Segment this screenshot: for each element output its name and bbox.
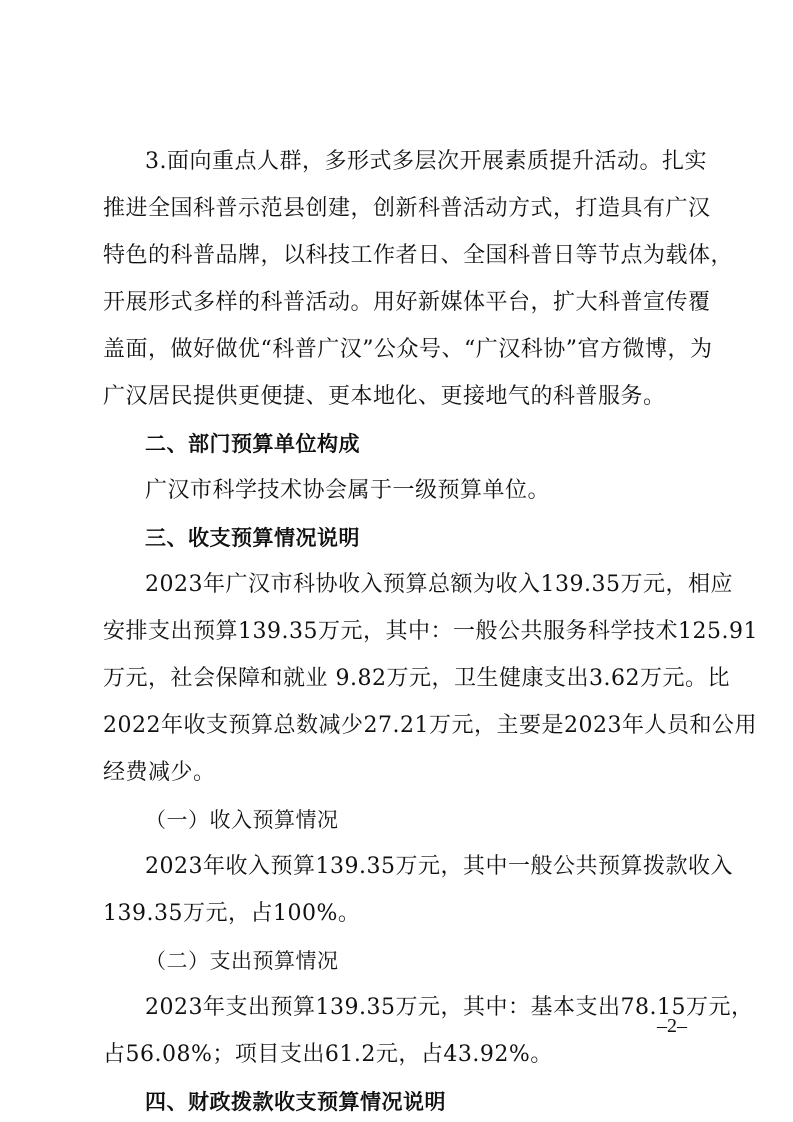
section-heading: 三、收支预算情况说明	[145, 526, 360, 550]
paragraph-line: 开展形式多样的科普活动。用好新媒体平台，扩大科普宣传覆	[103, 290, 711, 315]
paragraph-line: 广汉市科学技术协会属于一级预算单位。	[145, 478, 551, 503]
paragraph-line: 139.35万元，占100%。	[103, 901, 361, 926]
paragraph-line: 2023年收入预算139.35万元，其中一般公共预算拨款收入	[145, 854, 733, 879]
subsection-heading: （一）收入预算情况	[145, 808, 339, 832]
paragraph-line: 安排支出预算139.35万元，其中：一般公共服务科学技术125.91	[103, 619, 758, 644]
paragraph-line: 经费减少。	[103, 760, 216, 785]
paragraph-line: 2022年收支预算总数减少27.21万元，主要是2023年人员和公用	[103, 713, 757, 738]
section-heading: 四、财政拨款收支预算情况说明	[145, 1090, 446, 1114]
paragraph-line: 盖面，做好做优“科普广汉”公众号、“广汉科协”官方微博，为	[103, 337, 713, 362]
paragraph-line: 广汉居民提供更便捷、更本地化、更接地气的科普服务。	[103, 384, 666, 409]
paragraph-line: 特色的科普品牌，以科技工作者日、全国科普日等节点为载体，	[103, 243, 734, 268]
paragraph-line: 推进全国科普示范县创建，创新科普活动方式，打造具有广汉	[103, 196, 711, 221]
section-heading: 二、部门预算单位构成	[145, 432, 360, 456]
paragraph-line: 3.面向重点人群，多形式多层次开展素质提升活动。扎实	[145, 149, 707, 174]
page-number: –2–	[657, 1015, 687, 1037]
paragraph-line: 2023年支出预算139.35万元，其中：基本支出78.15万元，	[145, 995, 754, 1020]
paragraph-line: 占56.08%；项目支出61.2元，占43.92%。	[103, 1042, 553, 1067]
paragraph-line: 万元，社会保障和就业 9.82万元，卫生健康支出3.62万元。比	[103, 666, 730, 691]
subsection-heading: （二）支出预算情况	[145, 949, 339, 973]
paragraph-line: 2023年广汉市科协收入预算总额为收入139.35万元，相应	[145, 572, 733, 597]
